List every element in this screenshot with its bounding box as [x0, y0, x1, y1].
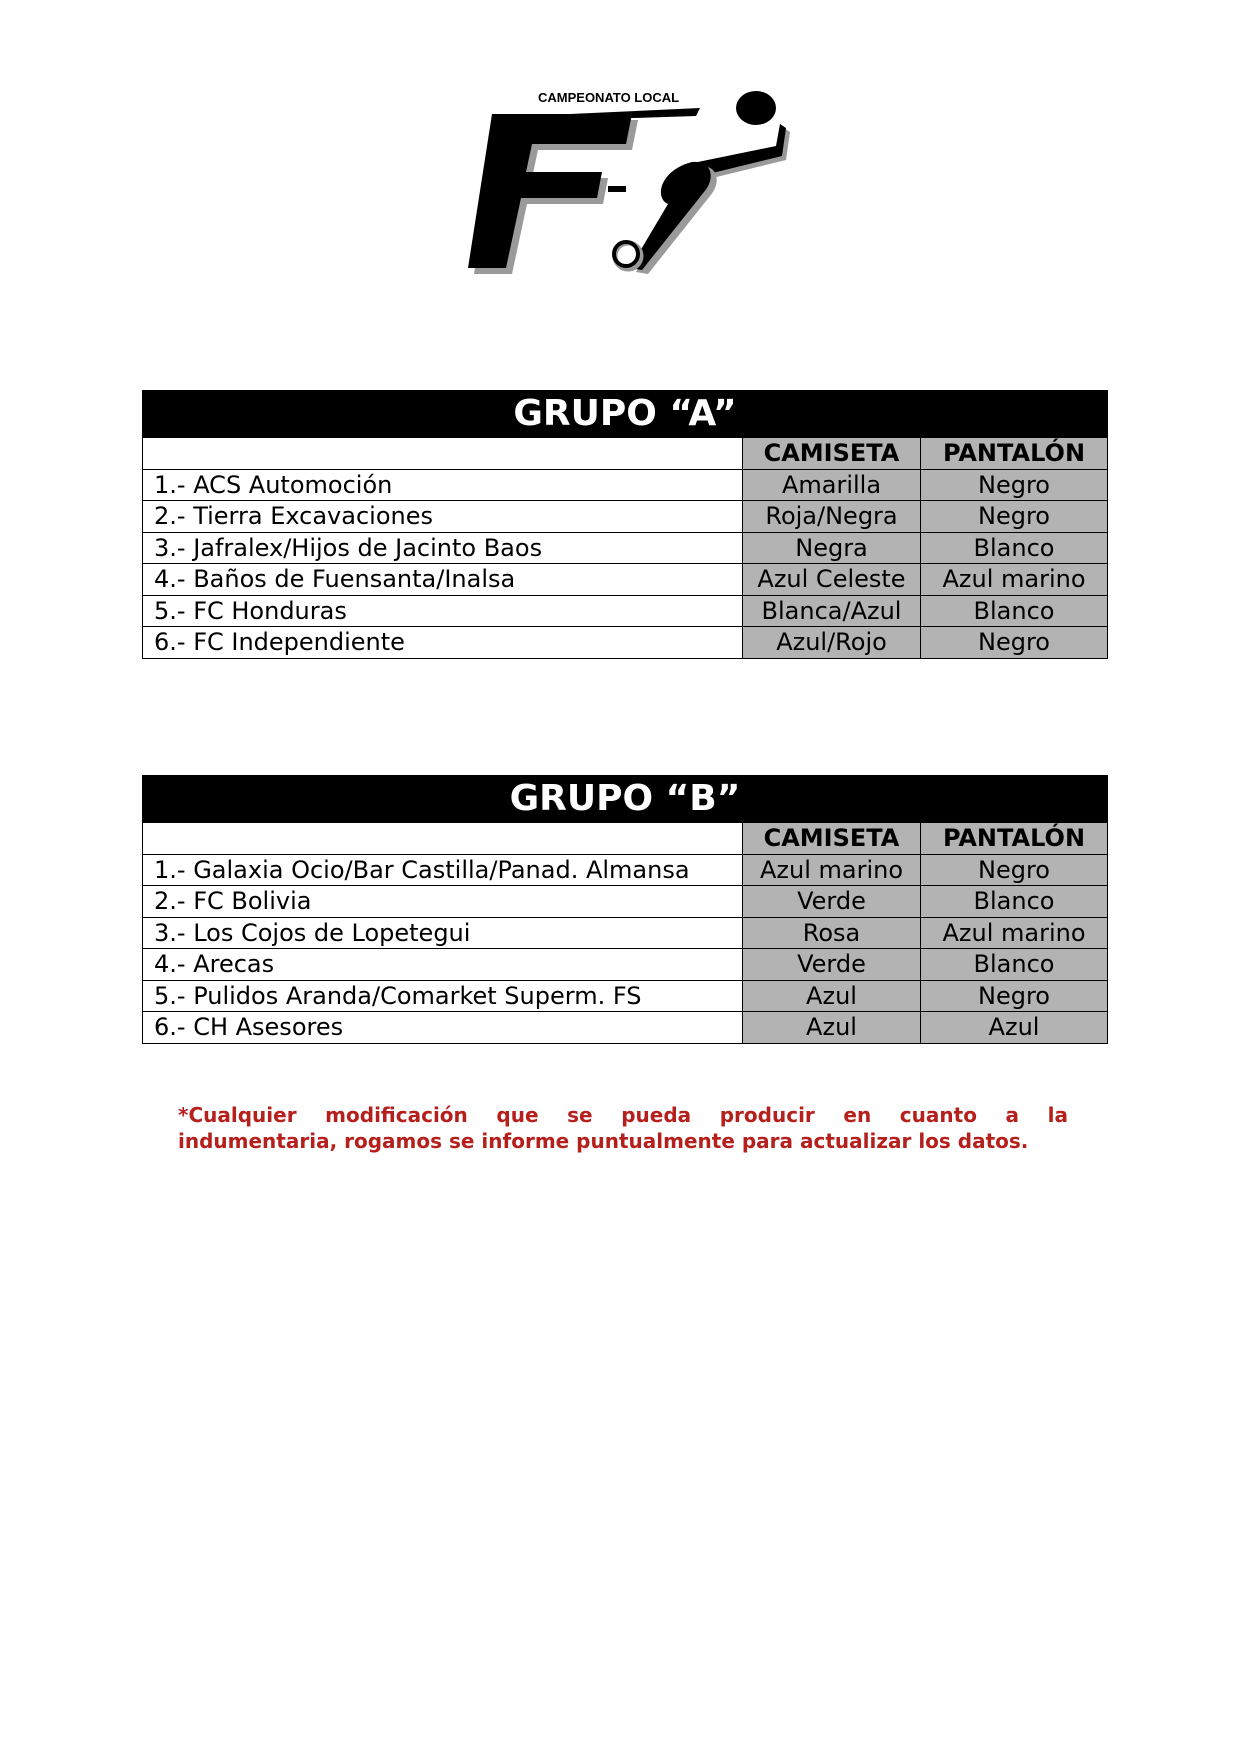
table-row	[143, 917, 1108, 949]
team-name: 4.- Arecas	[143, 949, 743, 981]
shirt-header: CAMISETA	[743, 823, 921, 855]
group-a-title: GRUPO “A”	[143, 391, 1108, 438]
shirt-color: Azul	[743, 980, 921, 1012]
group-b-header-row	[143, 823, 1108, 855]
team-name: 5.- FC Honduras	[143, 595, 743, 627]
shirt-color: Verde	[743, 949, 921, 981]
team-header	[143, 823, 743, 855]
footballer-logo-graphic	[460, 78, 800, 288]
shorts-color: Negro	[921, 501, 1108, 533]
shorts-color: Blanco	[921, 949, 1108, 981]
group-b-title-row	[143, 776, 1108, 823]
uniform-change-note	[178, 1102, 1068, 1154]
table-row	[143, 627, 1108, 659]
group-a-header-row	[143, 438, 1108, 470]
shorts-color: Blanco	[921, 532, 1108, 564]
note-line-1: *Cualquier modificación que se pueda producir en cuanto a la	[178, 1103, 1068, 1127]
team-name: 6.- FC Independiente	[143, 627, 743, 659]
group-b-table	[142, 775, 1108, 1044]
team-name: 5.- Pulidos Aranda/Comarket Superm. FS	[143, 980, 743, 1012]
table-row	[143, 469, 1108, 501]
team-name: 4.- Baños de Fuensanta/Inalsa	[143, 564, 743, 596]
group-b-title: GRUPO “B”	[143, 776, 1108, 823]
shirt-header: CAMISETA	[743, 438, 921, 470]
team-header	[143, 438, 743, 470]
shirt-color: Rosa	[743, 917, 921, 949]
note-line-2: indumentaria, rogamos se informe puntualmente para actualizar los datos.	[178, 1129, 1029, 1153]
table-row	[143, 949, 1108, 981]
table-row	[143, 564, 1108, 596]
team-name: 3.- Jafralex/Hijos de Jacinto Baos	[143, 532, 743, 564]
table-row	[143, 980, 1108, 1012]
shirt-color: Roja/Negra	[743, 501, 921, 533]
table-row	[143, 886, 1108, 918]
shorts-color: Blanco	[921, 886, 1108, 918]
shirt-color: Amarilla	[743, 469, 921, 501]
shirt-color: Azul Celeste	[743, 564, 921, 596]
shirt-color: Negra	[743, 532, 921, 564]
shorts-header: PANTALÓN	[921, 438, 1108, 470]
team-name: 1.- Galaxia Ocio/Bar Castilla/Panad. Almansa	[143, 854, 743, 886]
shorts-color: Negro	[921, 980, 1108, 1012]
table-row	[143, 595, 1108, 627]
team-name: 6.- CH Asesores	[143, 1012, 743, 1044]
shirt-color: Azul/Rojo	[743, 627, 921, 659]
shorts-color: Azul marino	[921, 917, 1108, 949]
shirt-color: Azul	[743, 1012, 921, 1044]
championship-logo	[460, 78, 800, 288]
shorts-color: Blanco	[921, 595, 1108, 627]
table-row	[143, 1012, 1108, 1044]
shorts-color: Negro	[921, 627, 1108, 659]
team-name: 1.- ACS Automoción	[143, 469, 743, 501]
team-name: 2.- Tierra Excavaciones	[143, 501, 743, 533]
shorts-header: PANTALÓN	[921, 823, 1108, 855]
shirt-color: Azul marino	[743, 854, 921, 886]
shirt-color: Verde	[743, 886, 921, 918]
shorts-color: Azul	[921, 1012, 1108, 1044]
shorts-color: Azul marino	[921, 564, 1108, 596]
shirt-color: Blanca/Azul	[743, 595, 921, 627]
table-row	[143, 501, 1108, 533]
table-row	[143, 854, 1108, 886]
shorts-color: Negro	[921, 854, 1108, 886]
table-row	[143, 532, 1108, 564]
logo-caption: CAMPEONATO LOCAL	[538, 90, 680, 105]
team-name: 3.- Los Cojos de Lopetegui	[143, 917, 743, 949]
group-a-title-row	[143, 391, 1108, 438]
group-a-table	[142, 390, 1108, 659]
team-name: 2.- FC Bolivia	[143, 886, 743, 918]
shorts-color: Negro	[921, 469, 1108, 501]
